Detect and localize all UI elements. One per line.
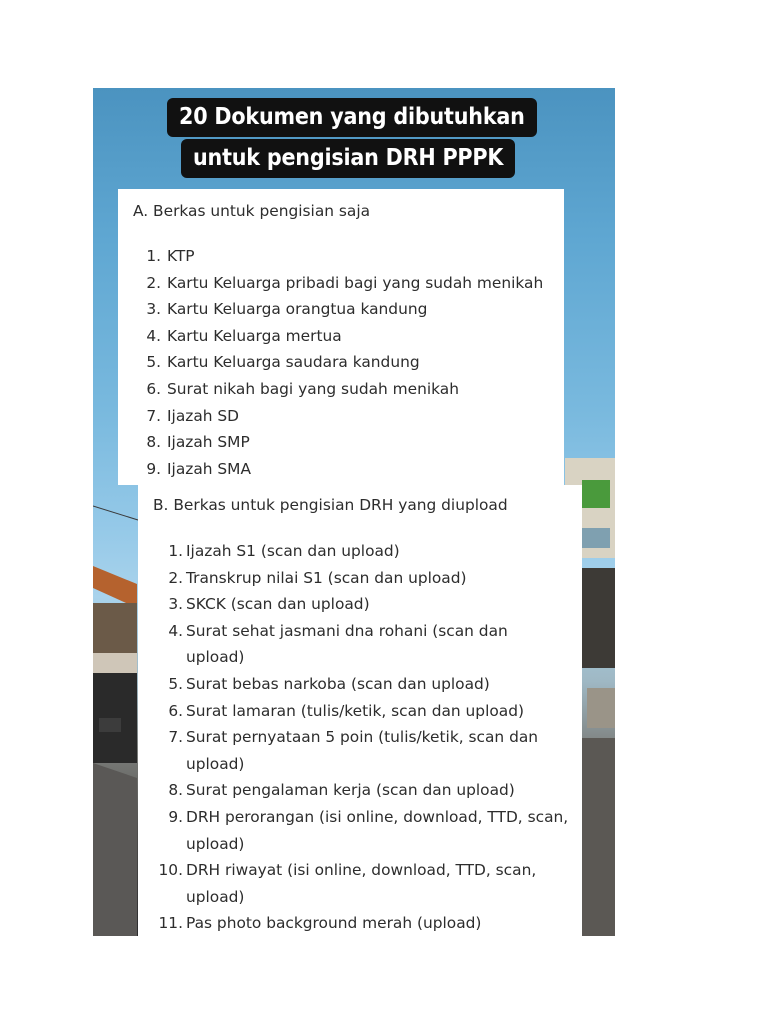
road-right (582, 738, 615, 936)
right-building (582, 568, 615, 668)
list-item: 8. Surat pengalaman kerja (scan dan upload) (168, 781, 515, 800)
section-a-heading: A. Berkas untuk pengisian saja (133, 202, 371, 220)
list-item: 6. Surat lamaran (tulis/ketik, scan dan upload) (168, 701, 524, 720)
list-item: 6. Surat nikah bagi yang sudah menikah (146, 379, 459, 398)
list-item: 4. Surat sehat jasmani dna rohani (scan dan upload) (168, 621, 508, 667)
list-item: 5. Kartu Keluarga saudara kandung (146, 353, 420, 372)
list-item: 5. Surat bebas narkoba (scan dan upload) (168, 674, 490, 693)
list-item: 1. Ijazah S1 (scan dan upload) (168, 542, 400, 560)
list-item: 8. Ijazah SMP (146, 433, 250, 452)
list-item: 9. DRH perorangan (isi online, download, TTD, scan, upload) (168, 807, 569, 853)
list-item: 4. Kartu Keluarga mertua (146, 326, 342, 345)
list-item: 2. Transkrup nilai S1 (scan dan upload) (168, 568, 467, 587)
list-item: 7. Surat pernyataan 5 poin (tulis/ketik, scan dan upload) (168, 728, 539, 773)
list-item: 11. Pas photo background merah (upload) (158, 914, 482, 933)
title-line-1: 20 Dokumen yang dibutuhkan (167, 98, 537, 137)
list-item: 9. Ijazah SMA (146, 459, 251, 478)
section-b-panel (138, 485, 582, 936)
list-item: 7. Ijazah SD (146, 406, 240, 425)
title-line-2: untuk pengisian DRH PPPK (181, 139, 515, 178)
list-item: 10. DRH riwayat (isi online, download, TTD, scan, upload) (158, 861, 537, 906)
section-a-list (133, 243, 564, 482)
section-a-panel (118, 189, 564, 485)
list-item: 1. KTP (146, 247, 195, 265)
left-roof (93, 566, 137, 608)
road-left (93, 763, 137, 936)
list-item: 3. Kartu Keluarga orangtua kandung (146, 300, 428, 319)
list-item: 3. SKCK (scan dan upload) (168, 595, 370, 614)
section-b-list (153, 538, 582, 937)
section-b-heading: B. Berkas untuk pengisian DRH yang diupload (153, 496, 508, 514)
list-item: 2. Kartu Keluarga pribadi bagi yang sudah menikah (146, 273, 544, 292)
